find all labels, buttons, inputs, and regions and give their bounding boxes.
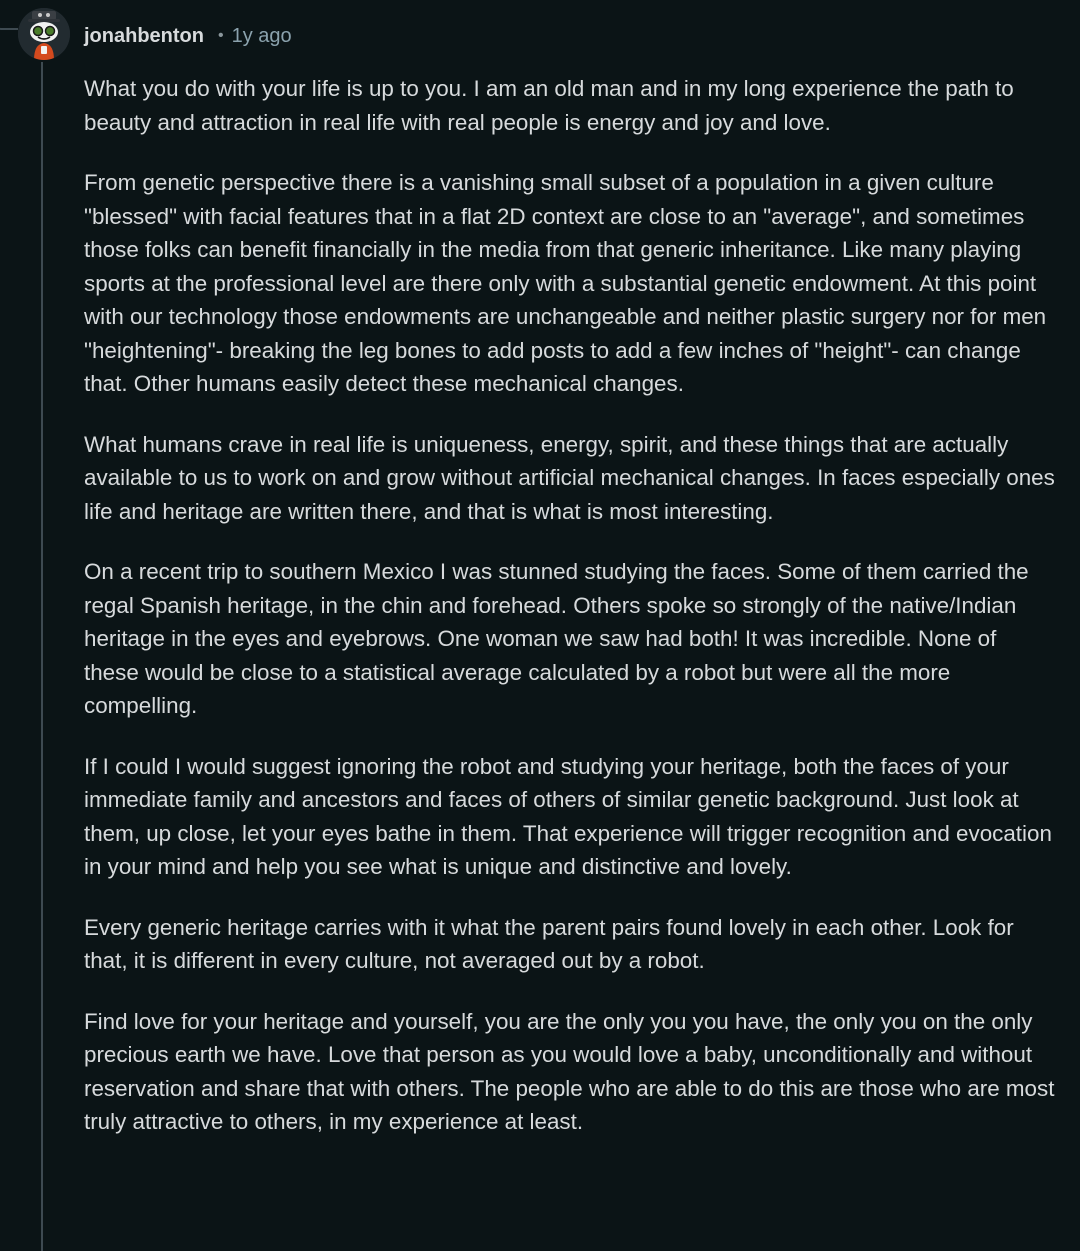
comment-paragraph: From genetic perspective there is a vanishing small subset of a population in a given culture "blessed" with facial features that in a flat 2D context are close to an "average", and sometimes those folks can benefit financially in the media from that generic inheritance. Like many playing sports at the professional level are there only with a substantial genetic endowment. At this point with our technology those endowments are unchangeable and neither plastic surgery nor for men "heightening"- breaking the leg bones to add posts to add a few inches of "height"- can change that. Other humans easily detect these mechanical changes. <box>84 170 1047 396</box>
meta-separator: • <box>217 27 224 44</box>
author-username[interactable]: jonahbenton <box>84 24 204 47</box>
comment-paragraph: Find love for your heritage and yourself, you are the only you you have, the only you on the only precious earth we have. Love that person as you would love a baby, unconditionally and without reservation and share that with others. The people who are able to do this are those who are most truly attractive to others, in my experience at least. <box>84 1008 1055 1134</box>
comment-paragraph: Every generic heritage carries with it what the parent pairs found lovely in each other. Look for that, it is different in every culture, not averaged out by a robot. <box>84 914 1014 973</box>
comment-body <box>84 72 1056 1166</box>
comment-paragraph: What humans crave in real life is uniqueness, energy, spirit, and these things that are actually available to us to work on and grow without artificial mechanical changes. In faces especially ones life and heritage are written there, and that is what is most interesting. <box>84 431 1055 524</box>
snoo-avatar-icon[interactable] <box>18 8 70 60</box>
comment-paragraph: If I could I would suggest ignoring the robot and studying your heritage, both the faces of your immediate family and ancestors and faces of others of similar genetic background. Just look at them, up close, let your eyes bathe in them. That experience will trigger recognition and evocation in your mind and help you see what is unique and distinctive and lovely. <box>84 753 1052 879</box>
avatar-graphic <box>18 8 70 60</box>
comment-paragraph: On a recent trip to southern Mexico I was stunned studying the faces. Some of them carried the regal Spanish heritage, in the chin and forehead. Others spoke so strongly of the native/Indian heritage in the eyes and eyebrows. One woman we saw had both! It was incredible. None of these would be close to a statistical average calculated by a robot but were all the more compelling. <box>84 559 1029 718</box>
comment-header <box>84 22 292 50</box>
comment-paragraph: What you do with your life is up to you. I am an old man and in my long experience the path to beauty and attraction in real life with real people is energy and joy and love. <box>84 76 1014 135</box>
thread-line[interactable] <box>41 62 43 1251</box>
thread-connector-curve <box>0 0 18 30</box>
comment-timestamp[interactable]: 1y ago <box>231 24 292 47</box>
